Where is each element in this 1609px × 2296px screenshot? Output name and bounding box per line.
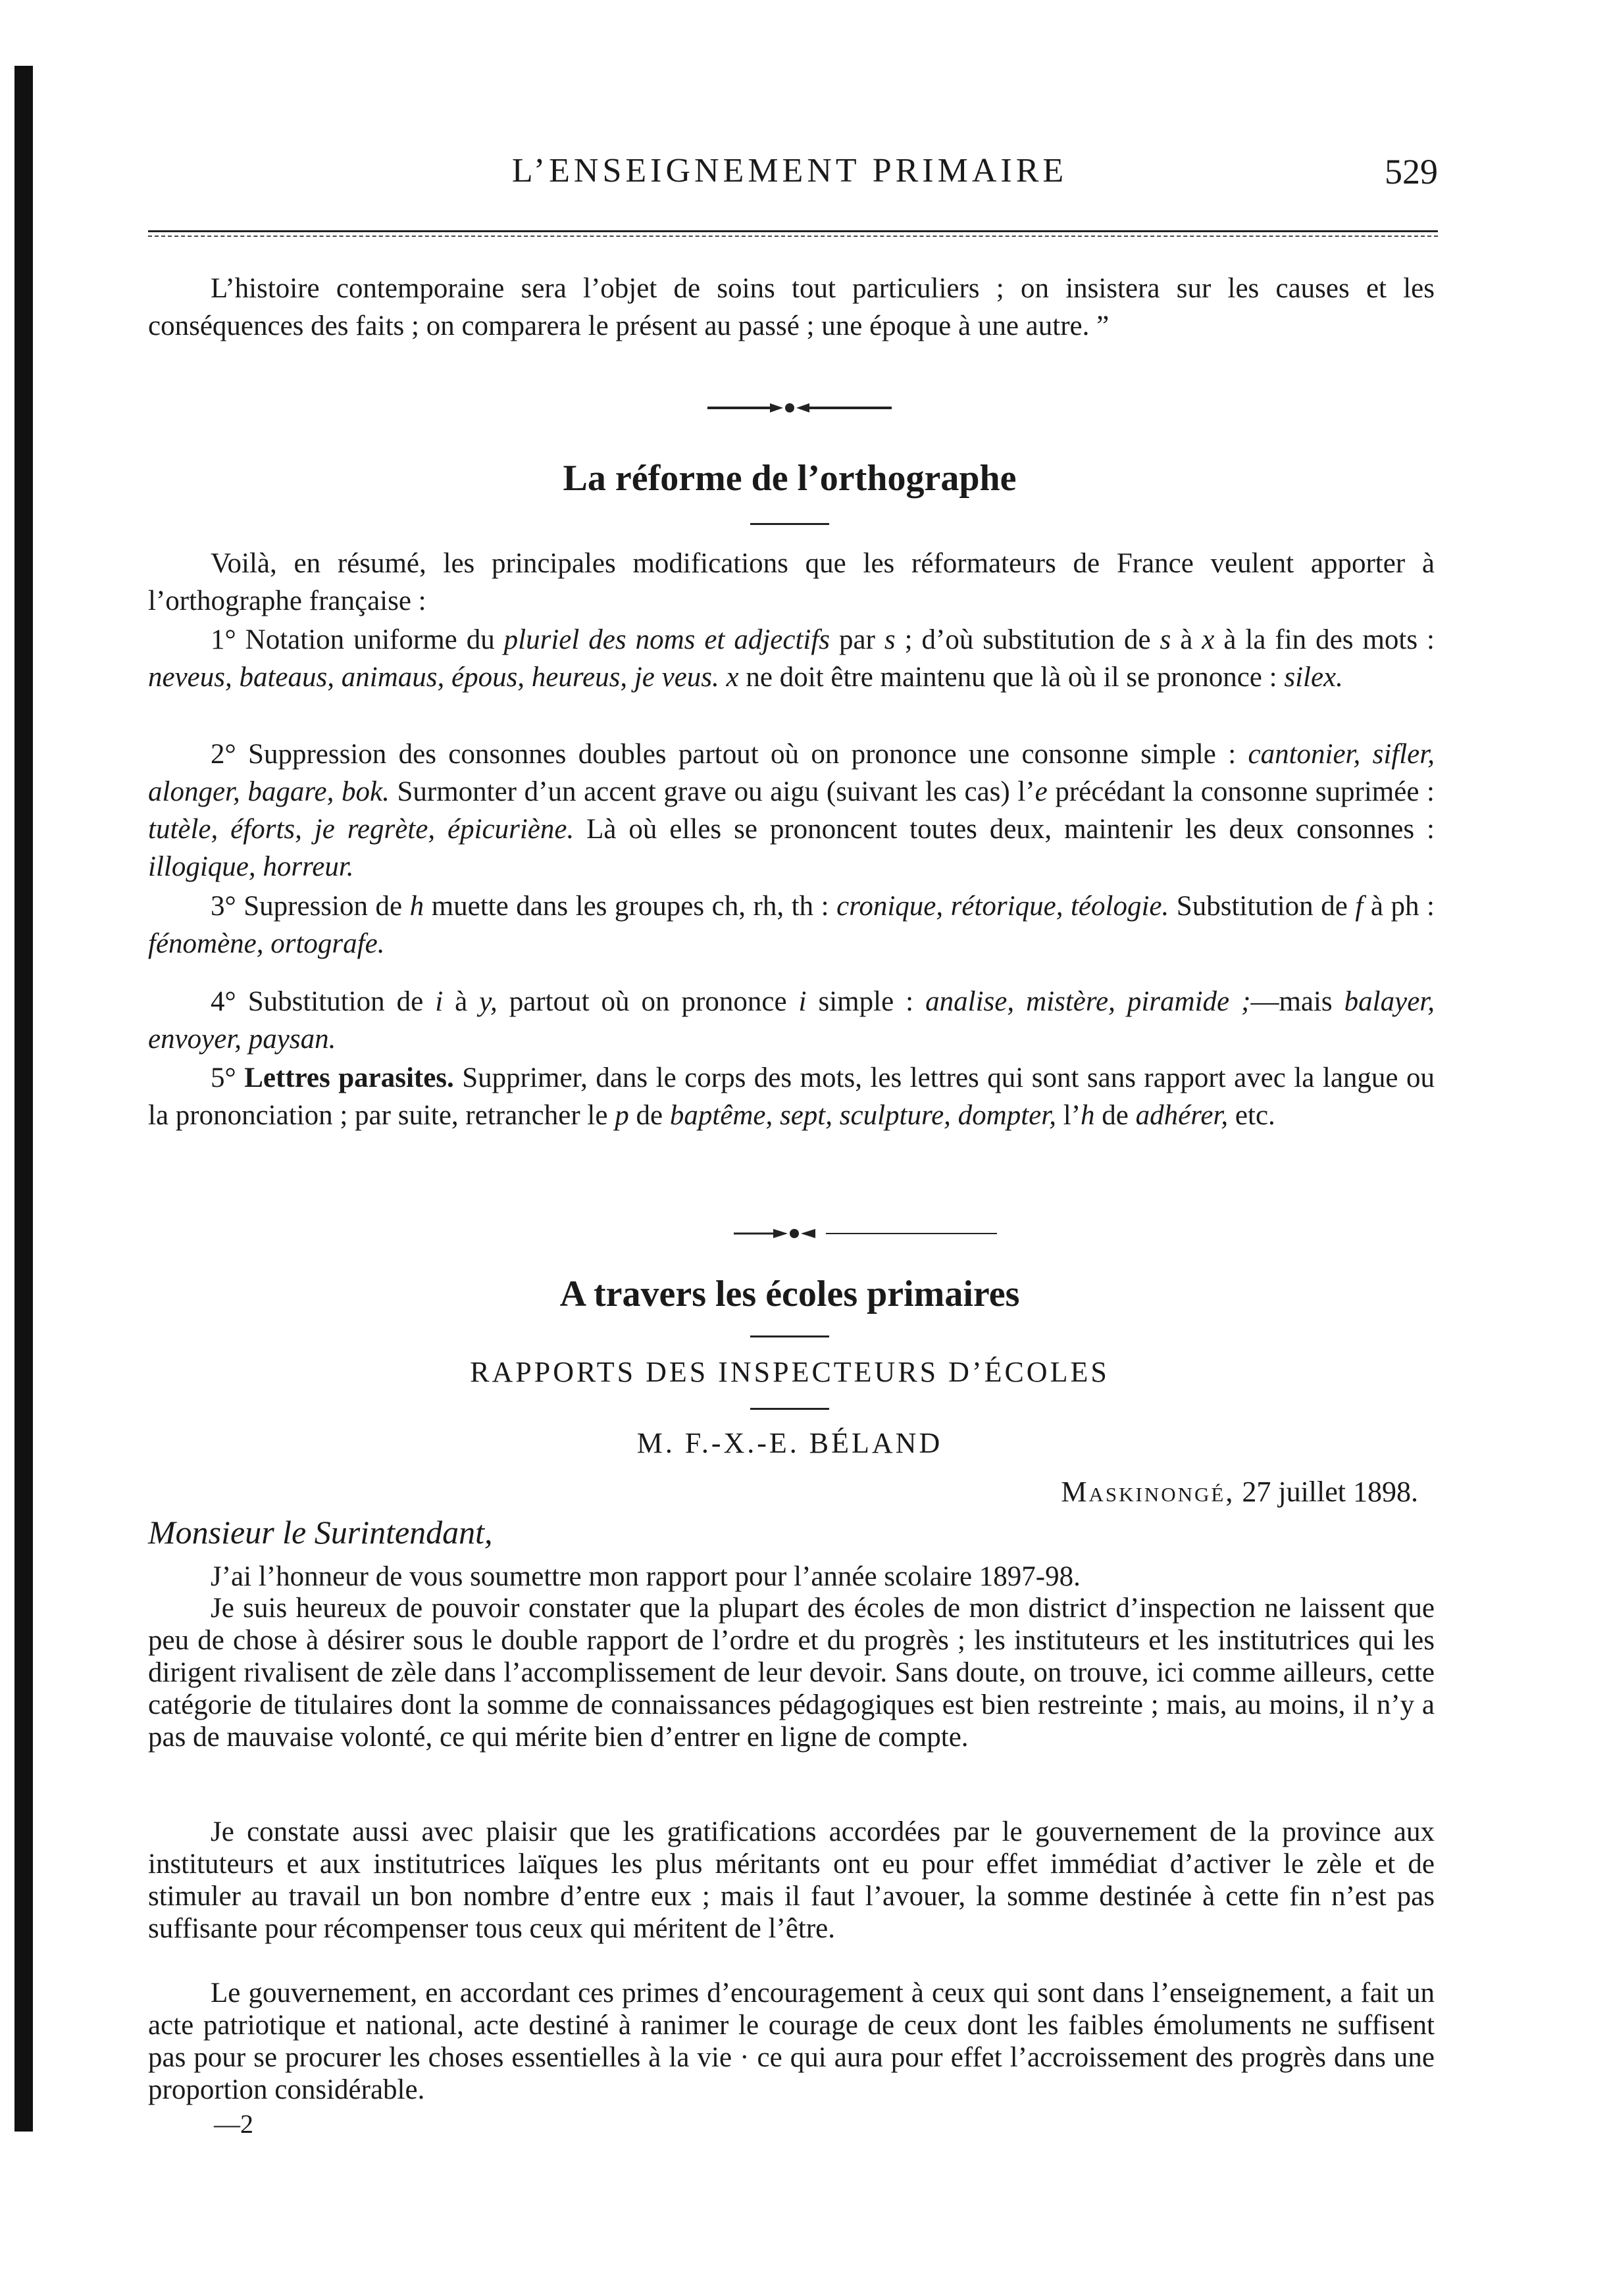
place-date: Maskinongé, 27 juillet 1898. — [1061, 1476, 1418, 1508]
reform-item-4: 4° Substitution de i à y, partout où on prononce i simple : analise, mistère, piramide ;—mais balayer, envoyer, paysan. — [148, 986, 1435, 1055]
page-header — [141, 151, 1438, 204]
reform-item-1: 1° Notation uniforme du pluriel des noms et adjectifs par s ; d’où substitution de s à x à la fin des mots : neveus, bateaus, animaus, épous, heureus, je veus. x ne doit être maintenu que là où il se prononce : silex. — [148, 624, 1435, 693]
section-title-reform: La réforme de l’orthographe — [563, 458, 1017, 499]
reform-item-5: 5° Lettres parasites. Supprimer, dans le corps des mots, les lettres qui sont sans rapport avec la langue ou la prononciation ; par suite, retrancher le p de baptême, sept, sculpture, dompter, l’h de adhérer, etc. — [148, 1062, 1435, 1131]
footer-signature-mark: —2 — [214, 2109, 253, 2139]
intro-paragraph: L’histoire contemporaine sera l’objet de soins tout particuliers ; on insistera sur les causes et les conséquences des faits ; on comparera le présent au passé ; une époque à une autre. ” — [148, 273, 1435, 341]
subtitle-underline — [750, 1408, 829, 1410]
header-rule-dashed — [148, 236, 1438, 237]
letter-paragraph-2: Je suis heureux de pouvoir constater que la plupart des écoles de mon district d’inspection ne laissent que peu de chose à désirer sous le double rapport de l’ordre et du progrès ; les instituteurs et les institutrices qui les dirigent rivalisent de zèle dans l’accomplissement de leur devoir. Sans doute, on trouve, ici comme ailleurs, cette catégorie de titulaires dont la somme de connaissances pédagogiques est bien restreinte ; mais, au moins, il n’y a pas de mauvaise volonté, ce qui mérite bien d’entrer en ligne de compte. — [148, 1593, 1435, 1753]
letter-paragraph-1: J’ai l’honneur de vous soumettre mon rapport pour l’année scolaire 1897-98. — [211, 1561, 1081, 1592]
scan-edge-shadow — [14, 66, 33, 2132]
running-title: L’ENSEIGNEMENT PRIMAIRE — [511, 152, 1068, 189]
reform-intro: Voilà, en résumé, les principales modifications que les réformateurs de France veulent apporter à l’orthographe française : — [148, 548, 1435, 616]
salutation: Monsieur le Surintendant, — [148, 1514, 493, 1551]
reform-item-2: 2° Suppression des consonnes doubles partout où on prononce une consonne simple : cantonier, sifler, alonger, bagare, bok. Surmonter d’un accent grave ou aigu (suivant les cas) l’e précédant la consonne suprimée : tutèle, éforts, je regrète, épicuriène. Là où elles se prononcent toutes deux, maintenir les deux consonnes : illogique, horreur. — [148, 739, 1435, 882]
subtitle-reports: RAPPORTS DES INSPECTEURS D’ÉCOLES — [470, 1356, 1110, 1388]
reform-item-3: 3° Supression de h muette dans les groupes ch, rh, th : cronique, rétorique, téologie. Substitution de f à ph : fénomène, ortografe. — [148, 891, 1435, 959]
title-underline-2 — [750, 1335, 829, 1337]
section-title-schools: A travers les écoles primaires — [559, 1274, 1020, 1314]
ornament-divider-2 — [141, 1224, 1438, 1243]
letter-paragraph-4: Le gouvernement, en accordant ces primes d’encouragement à ceux qui sont dans l’enseignement, a fait un acte patriotique et national, acte destiné à ranimer le courage de ceux dont les faibles émoluments ne suffisent pas pour se procurer les choses essentielles à la vie · ce qui aura pour effet l’accroissement des progrès dans une proportion considérable. — [148, 1978, 1435, 2105]
page-number: 529 — [1385, 152, 1438, 191]
header-rule — [148, 230, 1438, 232]
title-underline — [750, 523, 829, 525]
ornament-divider-1 — [141, 398, 1438, 418]
letter-paragraph-3: Je constate aussi avec plaisir que les gratifications accordées par le gouvernement de la province aux instituteurs et aux institutrices laïques les plus méritants ont eu pour effet immédiat d’activer le zèle et de stimuler au travail un bon nombre d’entre eux ; mais il faut l’avouer, la somme destinée à cette fin n’est pas suffisante pour récompenser tous ceux qui méritent de l’être. — [148, 1816, 1435, 1944]
author-name: M. F.-X.-E. BÉLAND — [636, 1427, 943, 1459]
